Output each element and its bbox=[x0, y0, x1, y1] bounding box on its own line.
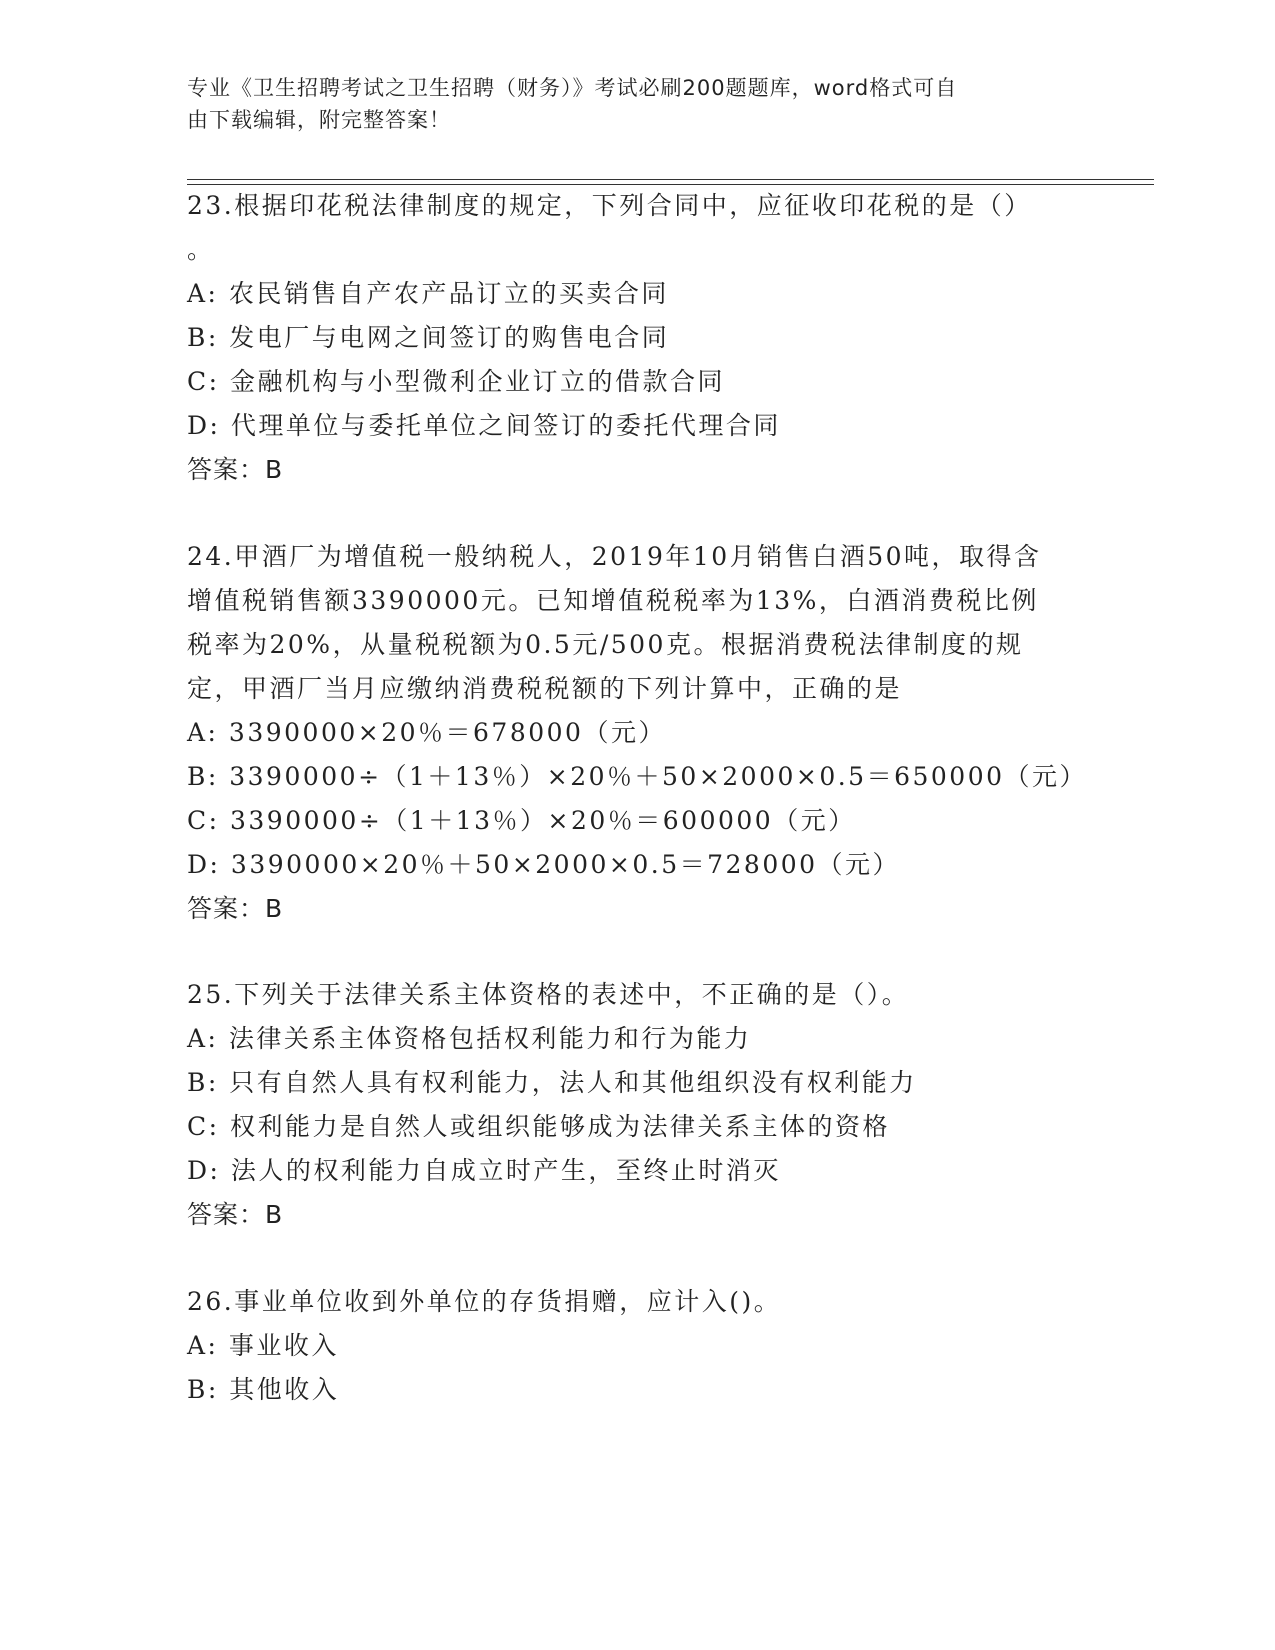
question-25-option-c: C: 权利能力是自然人或组织能够成为法律关系主体的资格 bbox=[187, 1112, 891, 1141]
question-26-stem-line-1: 26.事业单位收到外单位的存货捐赠，应计入()。 bbox=[187, 1287, 782, 1316]
question-23-option-d: D: 代理单位与委托单位之间签订的委托代理合同 bbox=[187, 411, 781, 440]
question-24-stem-line-1: 24.甲酒厂为增值税一般纳税人，2019年10月销售白酒50吨，取得含 bbox=[187, 542, 1042, 571]
question-24-option-b: B: 3390000÷（1＋13％）×20％＋50×2000×0.5＝650000（元） bbox=[187, 762, 1088, 791]
question-26-option-a: A: 事业收入 bbox=[187, 1331, 339, 1360]
question-23-stem-line-2: 。 bbox=[187, 235, 215, 264]
header-line-1: 专业《卫生招聘考试之卫生招聘（财务）》考试必刷200题题库，word格式可自 bbox=[187, 76, 958, 100]
question-23-option-b: B: 发电厂与电网之间签订的购售电合同 bbox=[187, 323, 670, 352]
question-24-stem-line-2: 增值税销售额3390000元。已知增值税税率为13%，白酒消费税比例 bbox=[187, 586, 1039, 615]
question-24-option-a: A: 3390000×20％＝678000（元） bbox=[187, 718, 666, 747]
question-24-stem-line-3: 税率为20%，从量税税额为0.5元/500克。根据消费税法律制度的规 bbox=[187, 630, 1024, 659]
question-23-option-a: A: 农民销售自产农产品订立的买卖合同 bbox=[187, 279, 669, 308]
question-25-option-a: A: 法律关系主体资格包括权利能力和行为能力 bbox=[187, 1024, 752, 1053]
question-25-option-b: B: 只有自然人具有权利能力，法人和其他组织没有权利能力 bbox=[187, 1068, 917, 1097]
question-24-option-c: C: 3390000÷（1＋13％）×20％＝600000（元） bbox=[187, 806, 856, 835]
header-divider-top bbox=[187, 179, 1154, 180]
question-24-answer: 答案：B bbox=[187, 894, 284, 923]
header-divider-bottom bbox=[187, 184, 1154, 185]
question-26-option-b: B: 其他收入 bbox=[187, 1375, 340, 1404]
question-25-option-d: D: 法人的权利能力自成立时产生，至终止时消灭 bbox=[187, 1156, 781, 1185]
header-line-2: 由下载编辑，附完整答案！ bbox=[187, 108, 451, 132]
question-23-option-c: C: 金融机构与小型微利企业订立的借款合同 bbox=[187, 367, 725, 396]
question-25-answer: 答案：B bbox=[187, 1200, 284, 1229]
question-23-stem-line-1: 23.根据印花税法律制度的规定，下列合同中，应征收印花税的是（） bbox=[187, 191, 1032, 220]
document-header bbox=[187, 72, 1067, 136]
question-23-answer: 答案：B bbox=[187, 455, 284, 484]
question-24-stem-line-4: 定，甲酒厂当月应缴纳消费税税额的下列计算中，正确的是 bbox=[187, 674, 903, 703]
question-25-stem-line-1: 25.下列关于法律关系主体资格的表述中，不正确的是（）。 bbox=[187, 980, 910, 1009]
question-24-option-d: D: 3390000×20％＋50×2000×0.5＝728000（元） bbox=[187, 850, 901, 879]
